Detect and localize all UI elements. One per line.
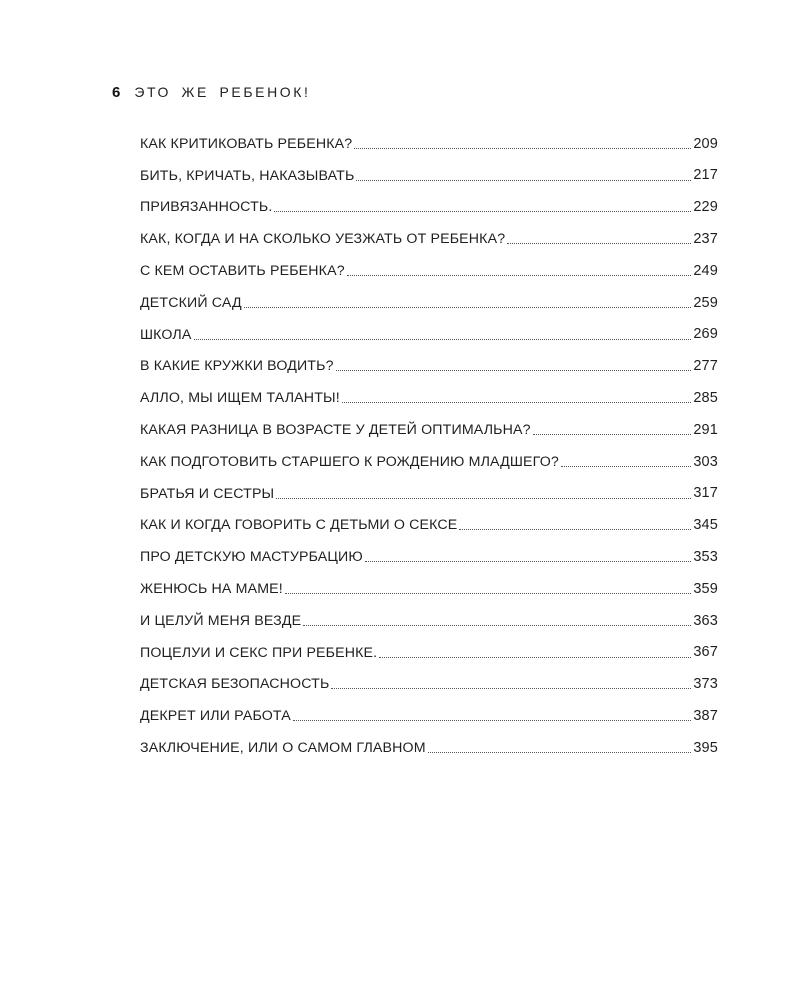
toc-entry-title: ДЕТСКИЙ САД — [140, 294, 242, 311]
toc-entry — [140, 319, 718, 351]
toc-entry — [140, 382, 718, 414]
toc-entry — [140, 510, 718, 542]
toc-entry-title: В КАКИЕ КРУЖКИ ВОДИТЬ? — [140, 358, 334, 375]
toc-dot-leader — [356, 169, 691, 183]
toc-entry — [140, 414, 718, 446]
toc-entry-title: КАК И КОГДА ГОВОРИТЬ С ДЕТЬМИ О СЕКСЕ — [140, 517, 458, 534]
toc-entry — [140, 351, 718, 383]
toc-entry-title: БИТЬ, КРИЧАТЬ, НАКАЗЫВАТЬ — [140, 167, 355, 184]
page-number: 6 — [112, 83, 121, 101]
toc-dot-leader — [303, 614, 691, 628]
toc-entry-page: 277 — [693, 358, 718, 375]
toc-entry-page: 303 — [693, 453, 718, 470]
toc-entry-page: 345 — [693, 517, 718, 534]
toc-dot-leader — [331, 677, 691, 691]
toc-entry-page: 291 — [693, 421, 718, 438]
toc-dot-leader — [285, 582, 691, 596]
toc-entry-page: 373 — [693, 676, 718, 693]
toc-entry-title: ДЕКРЕТ ИЛИ РАБОТА — [140, 708, 291, 725]
toc-entry-title: КАК ПОДГОТОВИТЬ СТАРШЕГО К РОЖДЕНИЮ МЛАДШЕГО? — [140, 453, 559, 470]
toc-dot-leader — [336, 359, 692, 373]
toc-entry — [140, 541, 718, 573]
toc-entry — [140, 605, 718, 637]
toc-entry-page: 259 — [693, 294, 718, 311]
toc-entry-page: 317 — [693, 485, 718, 502]
toc-entry-title: КАК, КОГДА И НА СКОЛЬКО УЕЗЖАТЬ ОТ РЕБЕНКА? — [140, 231, 506, 248]
toc-entry-page: 359 — [693, 580, 718, 597]
toc-entry — [140, 478, 718, 510]
toc-entry-title: ЗАКЛЮЧЕНИЕ, ИЛИ О САМОМ ГЛАВНОМ — [140, 739, 426, 756]
toc-entry — [140, 446, 718, 478]
toc-entry-title: С КЕМ ОСТАВИТЬ РЕБЕНКА? — [140, 262, 345, 279]
toc-entry-page: 209 — [693, 135, 718, 152]
toc-dot-leader — [244, 296, 692, 310]
toc-entry-page: 387 — [693, 707, 718, 724]
toc-entry-page: 353 — [693, 549, 718, 565]
toc-dot-leader — [459, 518, 691, 532]
toc-entry-page: 269 — [693, 326, 718, 343]
toc-entry — [140, 255, 718, 287]
toc-entry — [140, 669, 718, 701]
toc-entry-title: ПРО ДЕТСКУЮ МАСТУРБАЦИЮ — [140, 549, 363, 566]
toc-dot-leader — [354, 137, 691, 151]
toc-entry-title: ЖЕНЮСЬ НА МАМЕ! — [140, 580, 283, 597]
page-header — [112, 80, 311, 104]
toc-entry — [140, 287, 718, 319]
toc-dot-leader — [507, 232, 691, 246]
toc-dot-leader — [365, 550, 692, 564]
toc-entry-page: 367 — [693, 644, 718, 661]
toc-entry — [140, 223, 718, 255]
toc-entry-page: 237 — [693, 231, 718, 248]
toc-entry-page: 395 — [693, 739, 718, 756]
toc-dot-leader — [194, 328, 692, 342]
toc-dot-leader — [293, 709, 691, 723]
toc-entry-title: ПРИВЯЗАННОСТЬ. — [140, 199, 273, 216]
toc-entry — [140, 160, 718, 192]
toc-dot-leader — [379, 646, 691, 660]
toc-entry — [140, 128, 718, 160]
table-of-contents — [140, 128, 718, 764]
toc-dot-leader — [347, 264, 692, 278]
toc-dot-leader — [561, 455, 691, 469]
toc-dot-leader — [274, 200, 691, 214]
toc-entry-page: 217 — [693, 167, 718, 184]
toc-entry-title: КАКАЯ РАЗНИЦА В ВОЗРАСТЕ У ДЕТЕЙ ОПТИМАЛЬНА? — [140, 421, 531, 438]
running-title: ЭТО ЖЕ РЕБЕНОК! — [134, 84, 311, 100]
toc-dot-leader — [428, 741, 692, 755]
toc-entry — [140, 732, 718, 764]
toc-entry-page: 229 — [693, 199, 718, 216]
toc-dot-leader — [276, 487, 691, 501]
toc-entry-title: ПОЦЕЛУИ И СЕКС ПРИ РЕБЕНКЕ. — [140, 644, 378, 661]
toc-entry-page: 285 — [693, 390, 718, 407]
toc-entry-page: 249 — [693, 262, 718, 279]
toc-entry — [140, 700, 718, 732]
toc-entry-title: И ЦЕЛУЙ МЕНЯ ВЕЗДЕ — [140, 612, 302, 629]
toc-entry — [140, 637, 718, 669]
toc-dot-leader — [342, 391, 692, 405]
toc-entry-page: 363 — [693, 612, 718, 629]
toc-entry-title: АЛЛО, МЫ ИЩЕМ ТАЛАНТЫ! — [140, 390, 340, 407]
toc-entry — [140, 192, 718, 224]
toc-entry-title: ДЕТСКАЯ БЕЗОПАСНОСТЬ — [140, 676, 330, 693]
toc-entry — [140, 573, 718, 605]
toc-entry-title: ШКОЛА — [140, 326, 192, 343]
toc-dot-leader — [533, 423, 692, 437]
toc-entry-title: БРАТЬЯ И СЕСТРЫ — [140, 485, 275, 502]
toc-entry-title: КАК КРИТИКОВАТЬ РЕБЕНКА? — [140, 135, 353, 152]
